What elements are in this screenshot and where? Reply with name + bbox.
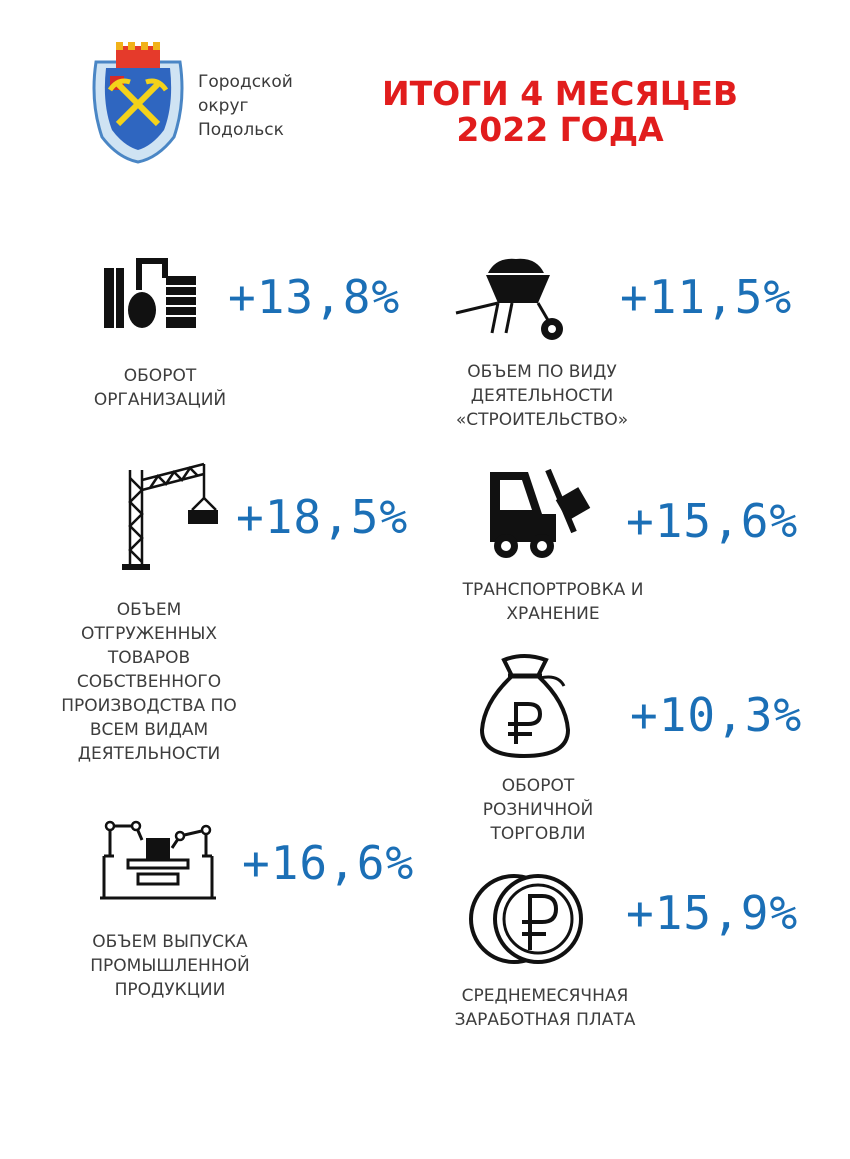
indicator-value: +11,5% (620, 270, 793, 324)
label-line: ДЕЯТЕЛЬНОСТИ (77, 744, 221, 764)
indicator-label (40, 598, 258, 766)
crane-icon (120, 458, 220, 570)
label-line: ДЕЯТЕЛЬНОСТИ (470, 386, 614, 406)
factory-icon (100, 258, 200, 330)
label-line: ПРОМЫШЛЕННОЙ (90, 956, 250, 976)
label-line: ХРАНЕНИЕ (506, 604, 600, 624)
forklift-icon (484, 462, 604, 562)
indicator-value: +15,9% (626, 886, 799, 940)
indicator-value: +10,3% (630, 688, 803, 742)
indicator-value: +16,6% (242, 836, 415, 890)
label-line: ТОВАРОВ (107, 648, 191, 668)
title-line: 2022 ГОДА (456, 110, 664, 149)
robot-arms-icon (96, 818, 220, 902)
label-line: ТРАНСПОРТРОВКА И (462, 580, 644, 600)
label-line: РОЗНИЧНОЙ (482, 800, 594, 820)
org-name-line: Городской (198, 72, 293, 92)
org-name-line: Подольск (198, 120, 284, 140)
indicator-value: +15,6% (626, 494, 799, 548)
money-bag-icon (474, 652, 578, 760)
label-line: ОБЪЕМ ВЫПУСКА (92, 932, 248, 952)
label-line: ОБОРОТ (123, 366, 197, 386)
label-line: ОРГАНИЗАЦИЙ (93, 390, 227, 410)
label-line: ПРОДУКЦИИ (114, 980, 226, 1000)
wheelbarrow-icon (452, 253, 572, 343)
label-line: СОБСТВЕННОГО (76, 672, 222, 692)
indicator-label (430, 360, 654, 432)
label-line: СРЕДНЕМЕСЯЧНАЯ (461, 986, 629, 1006)
label-line: ЗАРАБОТНАЯ ПЛАТА (454, 1010, 636, 1030)
label-line: ОБЪЕМ ПО ВИДУ (467, 362, 617, 382)
indicator-label (440, 578, 666, 626)
label-line: ОБОРОТ (501, 776, 575, 796)
label-line: ТОРГОВЛИ (490, 824, 586, 844)
label-line: ОБЪЕМ (116, 600, 182, 620)
page-title (380, 76, 740, 148)
indicator-label (426, 984, 664, 1032)
indicator-label (448, 774, 628, 846)
label-line: ВСЕМ ВИДАМ (89, 720, 209, 740)
coat-of-arms-logo (88, 42, 188, 164)
indicator-label (70, 364, 250, 412)
indicator-value: +13,8% (228, 270, 401, 324)
ruble-coins-icon (470, 872, 584, 966)
org-name (198, 70, 293, 142)
indicator-value: +18,5% (236, 490, 409, 544)
title-line: ИТОГИ 4 МЕСЯЦЕВ (381, 74, 739, 113)
label-line: «СТРОИТЕЛЬСТВО» (455, 410, 629, 430)
label-line: ОТГРУЖЕННЫХ (80, 624, 217, 644)
indicator-label (62, 930, 278, 1002)
org-name-line: округ (198, 96, 249, 116)
label-line: ПРОИЗВОДСТВА ПО (61, 696, 237, 716)
